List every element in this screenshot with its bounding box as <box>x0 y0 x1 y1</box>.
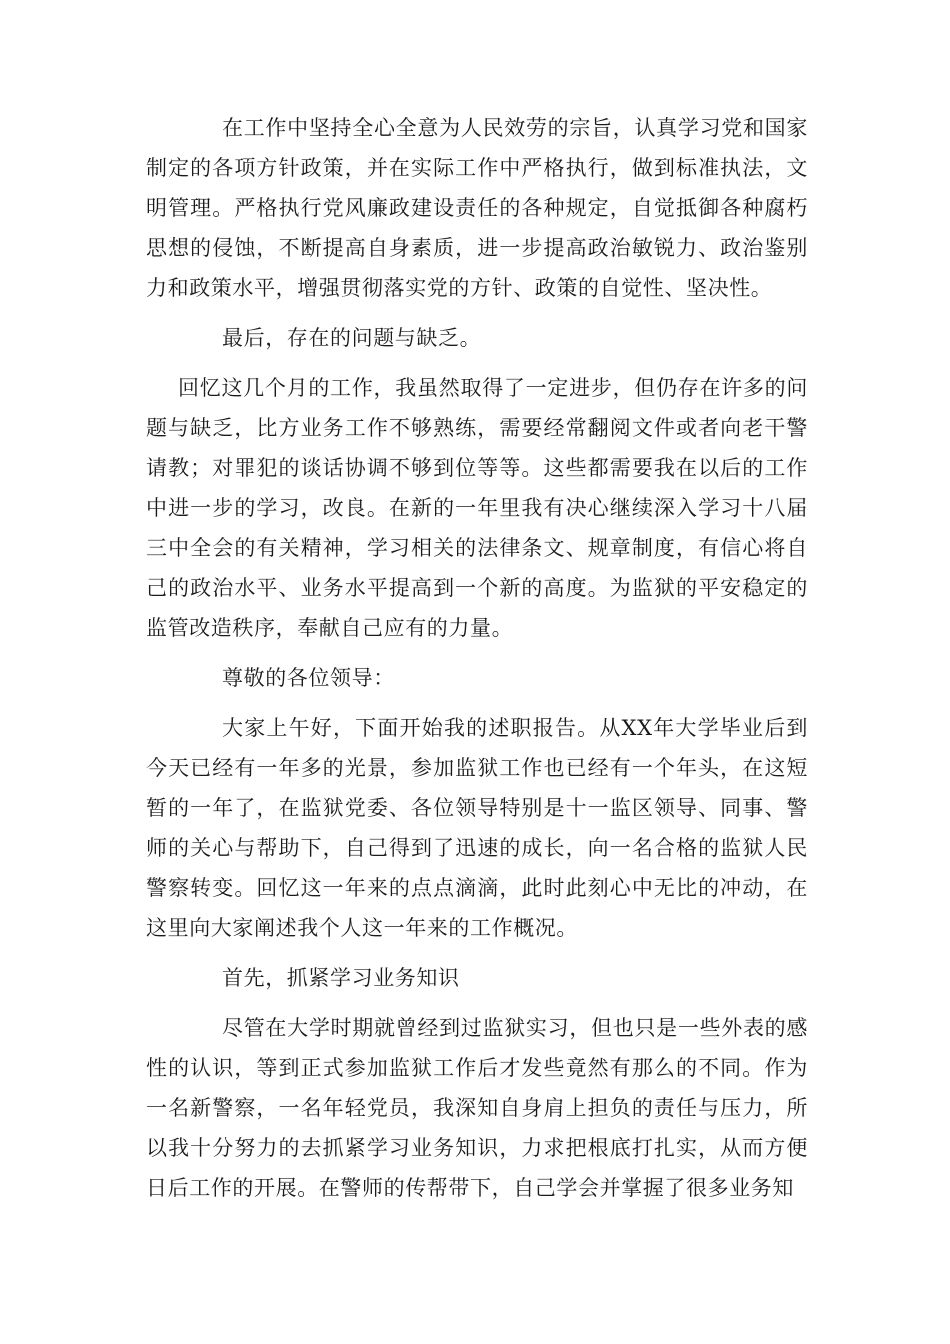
paragraph-report-intro: 大家上午好，下面开始我的述职报告。从XX年大学毕业后到今天已经有一年多的光景，参加监狱工作也已经有一个年头，在这短暂的一年了，在监狱党委、各位领导特别是十一监区领导、同事、警师的关心与帮助下，自己得到了迅速的成长，向一名合格的监狱人民警察转变。回忆这一年来的点点滴滴，此时此刻心中无比的冲动，在这里向大家阐述我个人这一年来的工作概况。 <box>146 716 808 940</box>
paragraph-review: 回忆这几个月的工作，我虽然取得了一定进步，但仍存在许多的问题与缺乏，比方业务工作不够熟练，需要经常翻阅文件或者向老干警请教；对罪犯的谈话协调不够到位等等。这些都需要我在以后的工作中进一步的学习，改良。在新的一年里我有决心继续深入学习十八届三中全会的有关精神，学习相关的法律条文、规章制度，有信心将自己的政治水平、业务水平提高到一个新的高度。为监狱的平安稳定的监管改造秩序，奉献自己应有的力量。 <box>146 376 808 640</box>
paragraph-gap <box>146 308 808 318</box>
salutation: 尊敬的各位领导： <box>222 666 395 690</box>
paragraph-gap <box>146 648 808 658</box>
paragraph-gap <box>146 358 808 368</box>
heading-problems: 最后，存在的问题与缺乏。 <box>222 326 482 350</box>
heading-first: 首先，抓紧学习业务知识 <box>222 966 460 990</box>
paragraph-gap <box>146 948 808 958</box>
paragraph-study: 尽管在大学时期就曾经到过监狱实习，但也只是一些外表的感性的认识，等到正式参加监狱工作后才发些竟然有那么的不同。作为一名新警察，一名年轻党员，我深知自身肩上担负的责任与压力，所以我十分努力的去抓紧学习业务知识，力求把根底打扎实，从而方便日后工作的开展。在警师的传帮带下，自己学会并掌握了很多业务知 <box>146 1016 808 1200</box>
document-body <box>146 108 808 1208</box>
paragraph-gap <box>146 998 808 1008</box>
paragraph-work-principles: 在工作中坚持全心全意为人民效劳的宗旨，认真学习党和国家制定的各项方针政策，并在实际工作中严格执行，做到标准执法，文明管理。严格执行党风廉政建设责任的各种规定，自觉抵御各种腐朽思想的侵蚀，不断提高自身素质，进一步提高政治敏锐力、政治鉴别力和政策水平，增强贯彻落实党的方针、政策的自觉性、坚决性。 <box>146 116 808 300</box>
paragraph-gap <box>146 698 808 708</box>
